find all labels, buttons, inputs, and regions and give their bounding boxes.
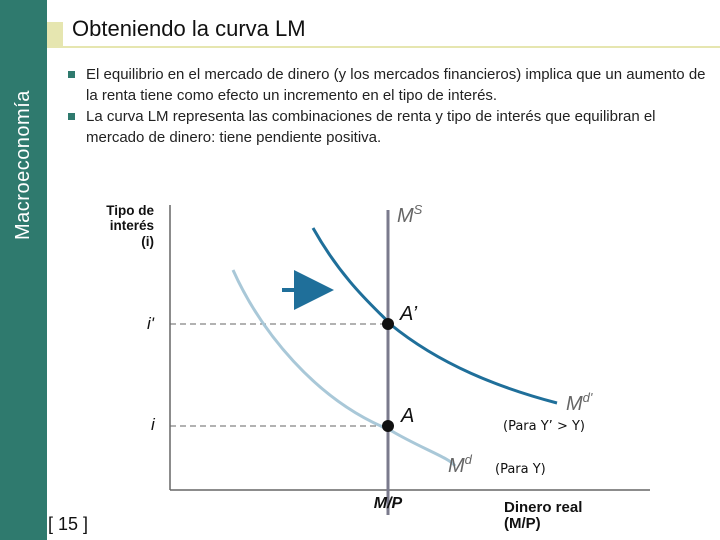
i-prime-label: i' [147, 314, 155, 333]
md-label [448, 452, 473, 477]
y-axis-label-line2: interés [109, 218, 154, 233]
bullet-marker [68, 71, 75, 78]
bullet-list [68, 64, 718, 148]
equilibrium-point-a [382, 420, 394, 432]
md-prime-label-main: M [566, 393, 583, 415]
slide-title: Obteniendo la curva LM [72, 16, 306, 41]
bullet-item [68, 106, 718, 148]
bullet-item [68, 64, 718, 106]
point-a-prime-label: A’ [400, 303, 418, 325]
md-curve [233, 270, 455, 466]
md-label-main: M [448, 455, 465, 477]
i-label: i [151, 415, 155, 434]
bullet-marker [68, 113, 75, 120]
point-a-label: A [401, 405, 415, 427]
para-y-label: (Para Y) [495, 462, 546, 477]
x-axis-label-line2: (M/P) [504, 515, 541, 532]
title-accent [47, 22, 63, 46]
ms-label-sup: S [413, 202, 423, 217]
bullet-text: La curva LM representa las combinaciones de renta y tipo de interés que equilibran el mercado de dinero: tiene pendiente positiva. [86, 108, 656, 146]
x-axis-label-line1: Dinero real [504, 499, 583, 516]
ms-label-main: M [397, 205, 414, 227]
sidebar [0, 0, 47, 540]
sidebar-label: Macroeconomía [12, 90, 34, 240]
md-label-sup: d [464, 452, 472, 467]
money-market-diagram [60, 190, 700, 535]
md-prime-label [566, 390, 593, 415]
md-prime-label-sup: d' [582, 390, 593, 405]
y-axis-label-line3: (i) [141, 234, 154, 249]
y-axis-label-line1: Tipo de [106, 203, 154, 218]
md-prime-curve [313, 228, 557, 403]
equilibrium-point-a-prime [382, 318, 394, 330]
bullet-text: El equilibrio en el mercado de dinero (y los mercados financieros) implica que un aumento de la renta tiene como efecto un incremento en el tipo de interés. [86, 66, 706, 104]
title-divider [47, 46, 720, 48]
x-marker-label: M/P [373, 495, 403, 512]
ms-label [397, 202, 423, 227]
para-y-prime-label: (Para Y’ > Y) [503, 419, 585, 434]
page-number: [ 15 ] [48, 514, 89, 534]
